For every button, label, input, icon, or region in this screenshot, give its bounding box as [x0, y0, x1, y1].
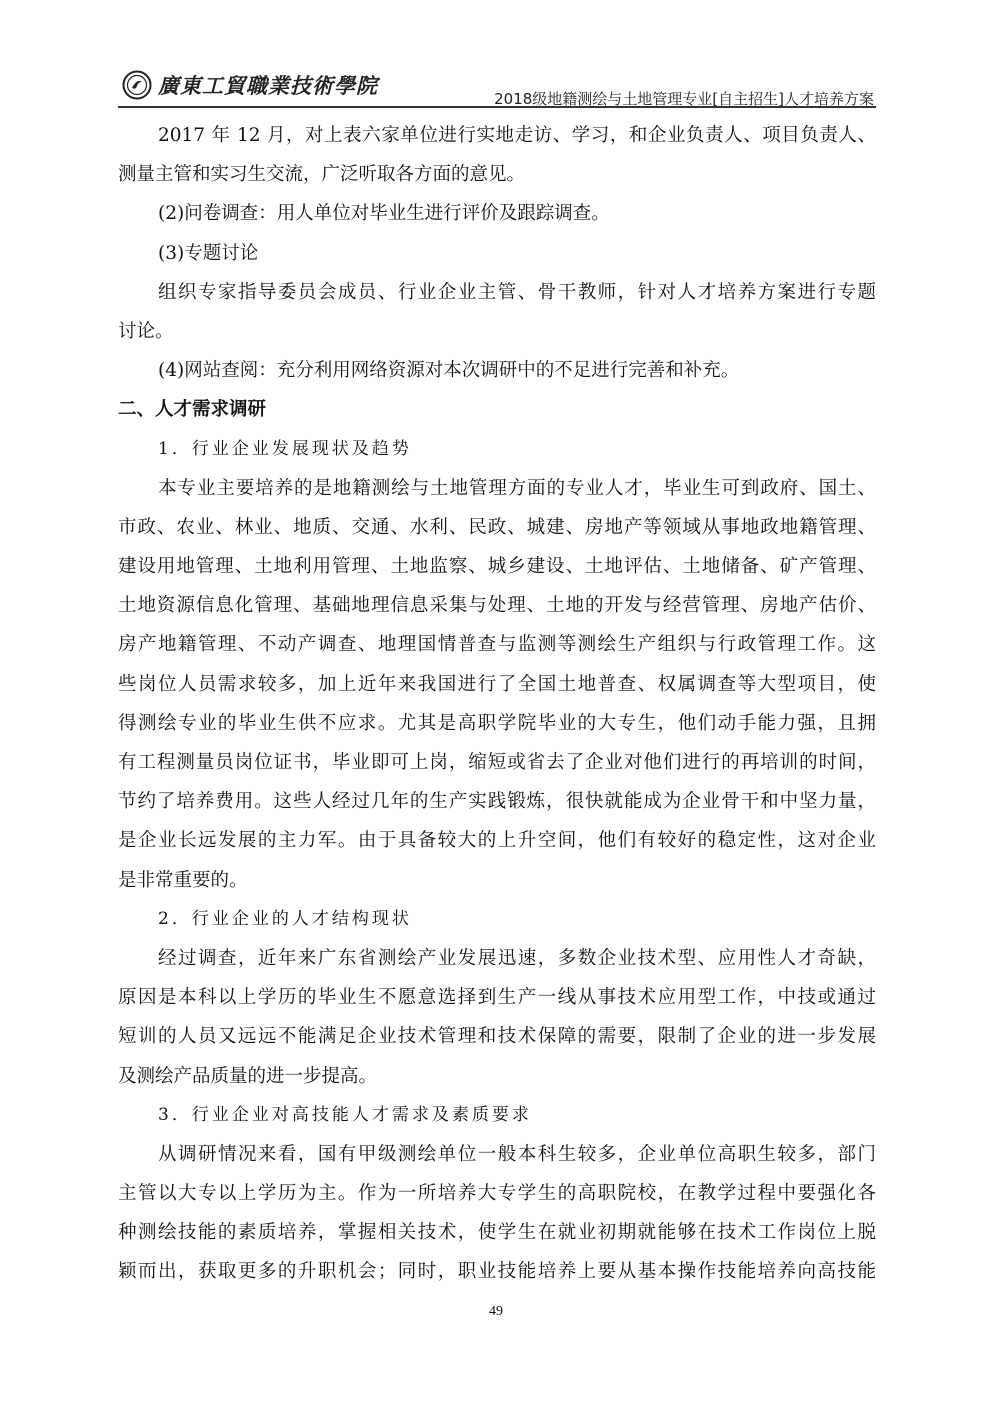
text-line: 土地资源信息化管理、基础地理信息采集与处理、土地的开发与经营管理、房地产估价、 — [118, 595, 876, 617]
text-line: 测量主管和实习生交流，广泛听取各方面的意见。 — [118, 164, 526, 186]
text-line: 得测绘专业的毕业生供不应求。尤其是高职学院毕业的大专生，他们动手能力强，且拥 — [118, 712, 876, 734]
text-line: 讨论。 — [118, 320, 174, 342]
text-line: 主管以大专以上学历为主。作为一所培养大专学生的高职院校，在教学过程中要强化各 — [118, 1183, 876, 1205]
text-line: 原因是本科以上学历的毕业生不愿意选择到生产一线从事技术应用型工作，中技或通过 — [118, 987, 876, 1009]
text-line: 2017 年 12 月，对上表六家单位进行实地走访、学习，和企业负责人、项目负责人、 — [158, 125, 876, 146]
text-line: 及测绘产品质量的进一步提高。 — [118, 1065, 378, 1087]
text-line: 颖而出，获取更多的升职机会；同时，职业技能培养上要从基本操作技能培养向高技能 — [118, 1261, 876, 1283]
header-divider — [118, 106, 876, 108]
subsection-heading: 2．行业企业的人才结构现状 — [158, 908, 412, 929]
text-line: 短训的人员又远远不能满足企业技术管理和技术保障的需要，限制了企业的进一步发展 — [118, 1026, 876, 1048]
school-name: 廣東工貿職業技術學院 — [158, 73, 378, 98]
subsection-heading: 3．行业企业对高技能人才需求及素质要求 — [158, 1104, 532, 1125]
text-line: 种测绘技能的素质培养，掌握相关技术，使学生在就业初期就能够在技术工作岗位上脱 — [118, 1222, 876, 1244]
page-header — [118, 68, 876, 108]
school-logo — [122, 70, 378, 100]
document-body — [118, 116, 876, 1292]
text-line: (3)专题讨论 — [158, 242, 259, 264]
text-line: 组织专家指导委员会成员、行业企业主管、骨干教师，针对人才培养方案进行专题 — [158, 281, 876, 303]
text-line: 市政、农业、林业、地质、交通、水利、民政、城建、房地产等领域从事地政地籍管理、 — [118, 516, 876, 538]
text-line: 是企业长远发展的主力军。由于具备较大的上升空间，他们有较好的稳定性，这对企业 — [118, 830, 876, 852]
section-heading: 二、人才需求调研 — [118, 399, 267, 421]
text-line: 经过调查，近年来广东省测绘产业发展迅速，多数企业技术型、应用性人才奇缺， — [158, 947, 876, 969]
school-seal-icon — [122, 70, 152, 100]
text-line: (4)网站查阅：充分利用网络资源对本次调研中的不足进行完善和补充。 — [158, 360, 740, 382]
text-line: 有工程测量员岗位证书，毕业即可上岗，缩短或省去了企业对他们进行的再培训的时间， — [118, 752, 876, 773]
text-line: 从调研情况来看，国有甲级测绘单位一般本科生较多，企业单位高职生较多，部门 — [158, 1143, 876, 1165]
text-line: 建设用地管理、土地利用管理、土地监察、城乡建设、土地评估、土地储备、矿产管理、 — [118, 556, 876, 578]
text-line: 些岗位人员需求较多，加上近年来我国进行了全国土地普查、权属调查等大型项目，使 — [118, 673, 876, 695]
text-line: (2)问卷调查：用人单位对毕业生进行评价及跟踪调查。 — [158, 203, 610, 225]
text-line: 房产地籍管理、不动产调查、地理国情普查与监测等测绘生产组织与行政管理工作。这 — [118, 634, 876, 656]
text-line: 本专业主要培养的是地籍测绘与土地管理方面的专业人才，毕业生可到政府、国土、 — [158, 477, 876, 499]
text-line: 是非常重要的。 — [118, 869, 248, 891]
page-number: 49 — [489, 1304, 503, 1319]
subsection-heading: 1．行业企业发展现状及趋势 — [158, 438, 412, 459]
document-title: 2018级地籍测绘与土地管理专业[自主招生]人才培养方案 — [494, 90, 874, 108]
text-line: 节约了培养费用。这些人经过几年的生产实践锻炼，很快就能成为企业骨干和中坚力量， — [118, 791, 876, 813]
